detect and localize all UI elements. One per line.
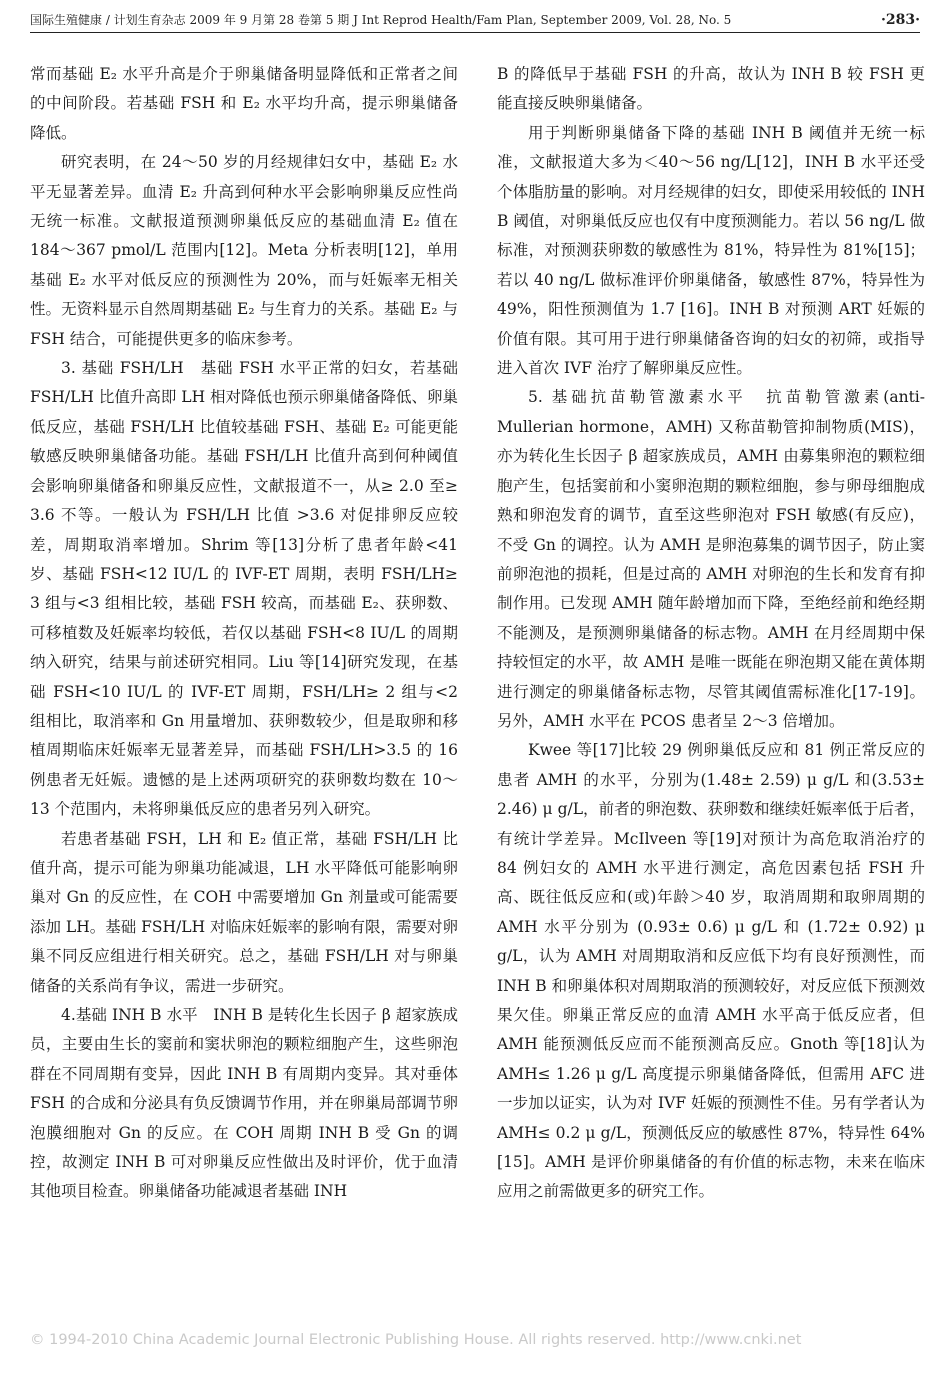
paragraph-inhb-continuation: B 的降低早于基础 FSH 的升高，故认为 INH B 较 FSH 更能直接反映卵巢储备。 bbox=[497, 65, 925, 113]
copyright-watermark: © 1994-2010 China Academic Journal Electronic Publishing House. All rights reserved. http://www.cnki.net bbox=[30, 1332, 802, 1348]
left-column bbox=[30, 60, 458, 1207]
page-number: ·283· bbox=[881, 12, 920, 28]
journal-running-title: 国际生殖健康 / 计划生育杂志 2009 年 9 月第 28 卷第 5 期 J Int Reprod Health/Fam Plan, September 2009, Vol. 28, No. 5 bbox=[30, 13, 732, 27]
paragraph-fsh-lh-summary: 若患者基础 FSH，LH 和 E₂ 值正常，基础 FSH/LH 比值升高，提示可能为卵巢功能减退，LH 水平降低可能影响卵巢对 Gn 的反应性，在 COH 中需要增加 Gn 剂量或可能需要添加 LH。基础 FSH/LH 对临床妊娠率的影响有限，需要对卵巢不同反应组进行相关研究。总之，基础 FSH/LH 对与卵巢储备的关系尚有争议，需进一步研究。 bbox=[30, 829, 459, 995]
section-inhb: 4.基础 INH B 水平 INH B 是转化生长因子 β 超家族成员，主要由生长的窦前和窦状卵泡的颗粒细胞产生，这些卵泡群在不同周期有变异，因此 INH B 有周期内变异。其对垂体 FSH 的合成和分泌具有负反馈调节作用，并在卵巢局部调节卵泡膜细胞对 Gn 的反应。在 COH 周期 INH B 受 Gn 的调控，故测定 INH B 可对卵巢反应性做出及时评价，优于血清其他项目检查。卵巢储备功能减退者基础 INH bbox=[30, 1006, 458, 1201]
running-header bbox=[30, 10, 920, 33]
paragraph-continuation: 常而基础 E₂ 水平升高是介于卵巢储备明显降低和正常者之间的中间阶段。若基础 FSH 和 E₂ 水平均升高，提示卵巢储备降低。 bbox=[30, 65, 458, 142]
section-amh: 5. 基础抗苗勒管激素水平 抗苗勒管激素(anti-Mullerian hormone，AMH) 又称苗勒管抑制物质(MIS)，亦为转化生长因子 β 超家族成员，AMH 由募集卵泡的颗粒细胞产生，包括窦前和小窦卵泡期的颗粒细胞，参与卵母细胞成熟和卵泡发育的调节，直至这些卵泡对 FSH 敏感(有反应)，不受 Gn 的调控。认为 AMH 是卵泡募集的调节因子，防止窦前卵泡池的损耗，但是过高的 AMH 对卵泡的生长和发育有抑制作用。已发现 AMH 随年龄增加而下降，至绝经前和绝经期不能测及，是预测卵巢储备的标志物。AMH 在月经周期中保持较恒定的水平，故 AMH 是唯一既能在卵泡期又能在黄体期进行测定的卵巢储备标志物，尽管其阈值需标准化[17-19]。另外，AMH 水平在 PCOS 患者呈 2～3 倍增加。 bbox=[497, 388, 925, 730]
right-column bbox=[497, 60, 925, 1207]
paragraph-e2-research: 研究表明，在 24～50 岁的月经规律妇女中，基础 E₂ 水平无显著差异。血清 E₂ 升高到何种水平会影响卵巢反应性尚无统一标准。文献报道预测卵巢低反应的基础血清 E₂ 值在 184～367 pmol/L 范围内[12]。Meta 分析表明[12]，单用基础 E₂ 水平对低反应的预测性为 20%，而与妊娠率无相关性。无资料显示自然周期基础 E₂ 与生育力的关系。基础 E₂ 与 FSH 结合，可能提供更多的临床参考。 bbox=[30, 153, 458, 348]
section-fsh-lh: 3. 基础 FSH/LH 基础 FSH 水平正常的妇女，若基础 FSH/LH 比值升高即 LH 相对降低也预示卵巢储备降低、卵巢低反应，基础 FSH/LH 比值较基础 FSH、基础 E₂ 可能更能敏感反映卵巢储备功能。基础 FSH/LH 比值升高到何种阈值会影响卵巢储备和卵巢反应性，文献报道不一，从≥ 2.0 至≥ 3.6 不等。一般认为 FSH/LH 比值 >3.6 对促排卵反应较差，周期取消率增加。Shrim 等[13]分析了患者年龄<41 岁、基础 FSH<12 IU/L 的 IVF-ET 周期，表明 FSH/LH≥ 3 组与<3 组相比较，基础 FSH 较高，而基础 E₂、获卵数、可移植数及妊娠率均较低，若仅以基础 FSH<8 IU/L 的周期纳入研究，结果与前述研究相同。Liu 等[14]研究发现，在基础 FSH<10 IU/L 的 IVF-ET 周期，FSH/LH≥ 2 组与<2 组相比，取消率和 Gn 用量增加、获卵数较少，但是取卵和移植周期临床妊娠率无显著差异，而基础 FSH/LH>3.5 的 16 例患者无妊娠。遗憾的是上述两项研究的获卵数均数在 10～13 个范围内，未将卵巢低反应的患者另列入研究。 bbox=[30, 359, 459, 819]
paragraph-inhb-threshold: 用于判断卵巢储备下降的基础 INH B 阈值并无统一标准，文献报道大多为＜40～56 ng/L[12]，INH B 水平还受个体脂肪量的影响。对月经规律的妇女，即使采用较低的 INH B 阈值，对卵巢低反应也仅有中度预测能力。若以 56 ng/L 做标准，对预测获卵数的敏感性为 81%，特异性为 81%[15]；若以 40 ng/L 做标准评价卵巢储备，敏感性 87%，特异性为 49%，阳性预测值为 1.7 [16]。INH B 对预测 ART 妊娠的价值有限。其可用于进行卵巢储备咨询的妇女的初筛，或指导进入首次 IVF 治疗了解卵巢反应性。 bbox=[497, 123, 925, 378]
paragraph-amh-studies: Kwee 等[17]比较 29 例卵巢低反应和 81 例正常反应的患者 AMH 的水平，分别为(1.48± 2.59) μ g/L 和(3.53± 2.46) μ g/L，前者的卵泡数、获卵数和继续妊娠率低于后者，有统计学差异。McIlveen 等[19]对预计为高危取消治疗的 84 例妇女的 AMH 水平进行测定，高危因素包括 FSH 升高、既往低反应和(或)年龄＞40 岁，取消周期和取卵周期的 AMH 水平分别为 (0.93± 0.6) μ g/L 和 (1.72± 0.92) μ g/L，认为 AMH 对周期取消和反应低下均有良好预测性，而 INH B 和卵巢体积对周期取消的预测较好，对反应低下预测效果欠佳。卵巢正常反应的血清 AMH 水平高于低反应者，但 AMH 能预测低反应而不能预测高反应。Gnoth 等[18]认为 AMH≤ 1.26 μ g/L 高度提示卵巢储备降低，但需用 AFC 进一步加以证实，认为对 IVF 妊娠的预测性不佳。另有学者认为 AMH≤ 0.2 μ g/L，预测低反应的敏感性 87%，特异性 64%[15]。AMH 是评价卵巢储备的有价值的标志物，未来在临床应用之前需做更多的研究工作。 bbox=[497, 741, 925, 1201]
